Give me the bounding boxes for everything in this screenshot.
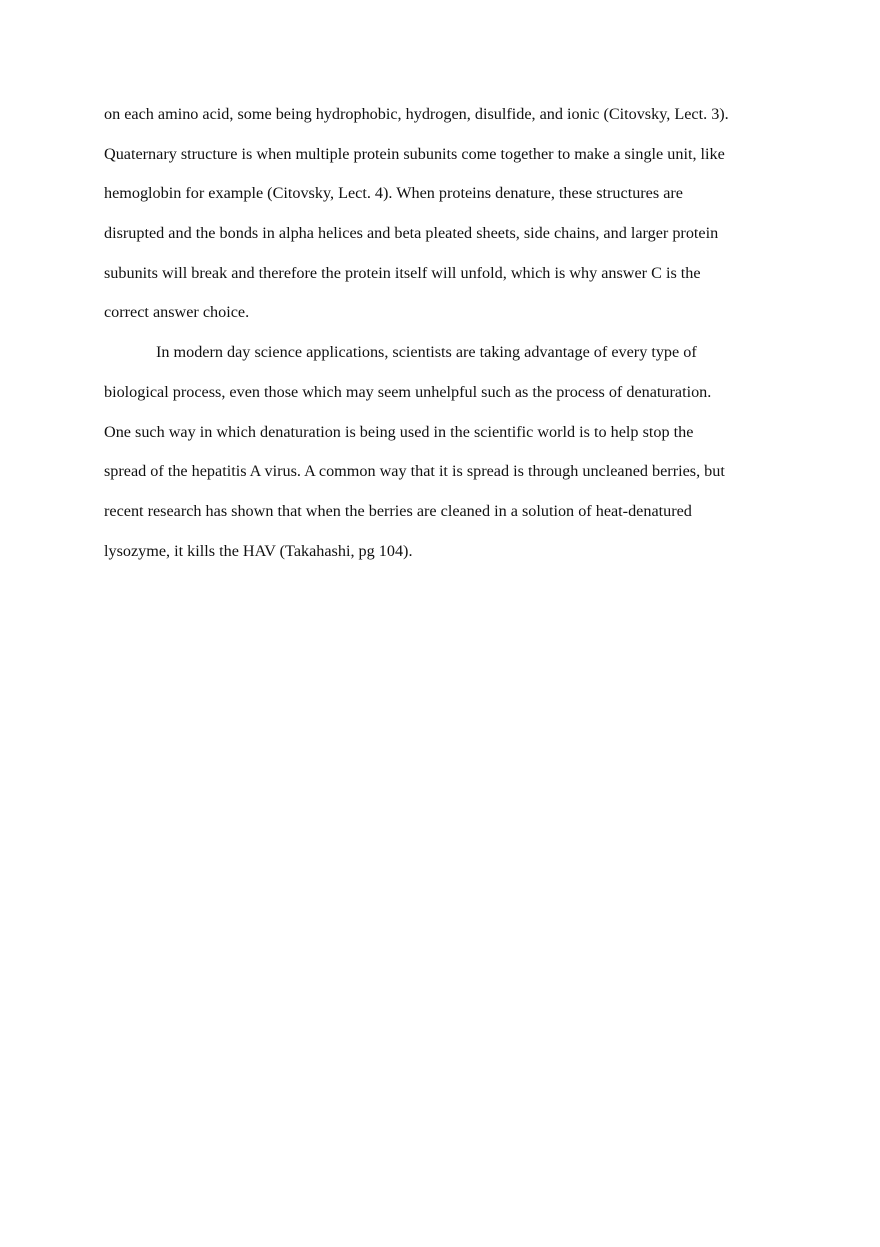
paragraph-line: disrupted and the bonds in alpha helices and beta pleated sheets, side chains, and larger protein [104, 224, 719, 243]
paragraph-line: on each amino acid, some being hydrophobic, hydrogen, disulfide, and ionic (Citovsky, Lect. 3). [104, 105, 729, 123]
paragraph-2 [104, 339, 780, 577]
paragraph-line: hemoglobin for example (Citovsky, Lect. 4). When proteins denature, these structures are [104, 184, 683, 203]
paragraph-line: biological process, even those which may seem unhelpful such as the process of denaturation. [104, 382, 712, 401]
paragraph-line: Quaternary structure is when multiple protein subunits come together to make a single unit, like [104, 144, 725, 163]
paragraph-line: subunits will break and therefore the protein itself will unfold, which is why answer C is the [104, 263, 701, 282]
paragraph-1 [104, 101, 780, 339]
document-body [104, 101, 780, 577]
paragraph-line: spread of the hepatitis A virus. A common way that it is spread is through uncleaned berries, but [104, 462, 725, 481]
paragraph-line: recent research has shown that when the berries are cleaned in a solution of heat-denatured [104, 501, 692, 520]
paragraph-line: lysozyme, it kills the HAV (Takahashi, pg 104). [104, 541, 413, 560]
paragraph-line: One such way in which denaturation is being used in the scientific world is to help stop the [104, 422, 694, 441]
paragraph-line: correct answer choice. [104, 303, 250, 322]
paragraph-line: In modern day science applications, scientists are taking advantage of every type of [156, 343, 697, 362]
